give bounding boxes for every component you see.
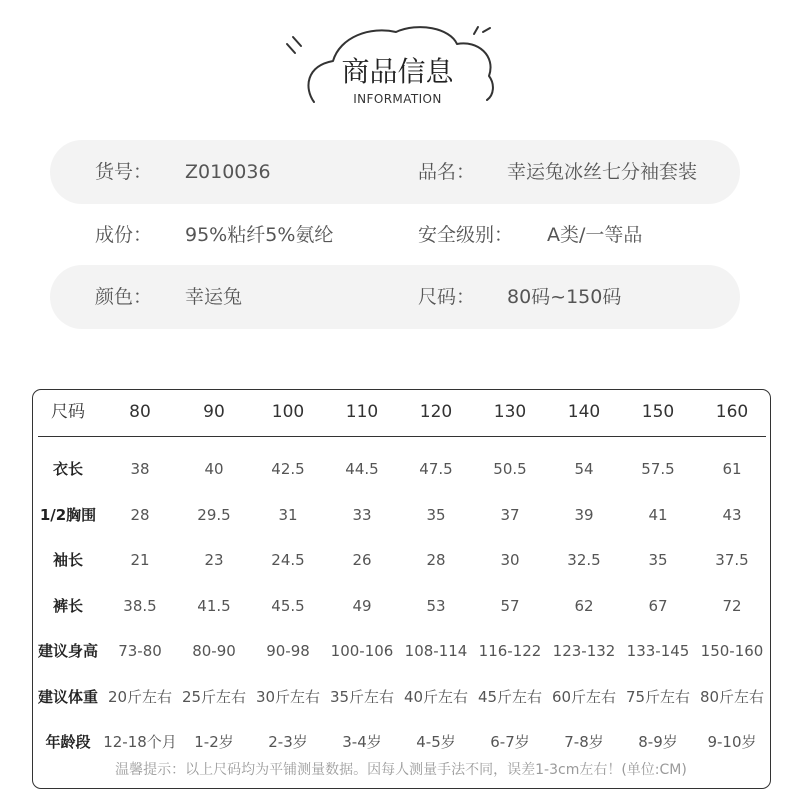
size-value-cell: 90-98 — [266, 642, 310, 660]
size-value-cell: 2-3岁 — [268, 733, 308, 751]
size-header-cell: 90 — [203, 402, 225, 422]
size-table-row — [33, 629, 769, 675]
size-value-cell: 38.5 — [123, 596, 157, 615]
size-header-label: 尺码 — [51, 402, 85, 422]
info-row — [50, 140, 740, 204]
size-table-row — [33, 675, 769, 721]
size-value-cell: 41 — [648, 505, 668, 524]
size-value-cell: 41.5 — [197, 596, 231, 615]
info-row — [50, 203, 740, 267]
info-row — [50, 265, 740, 329]
size-value-cell: 38 — [130, 460, 150, 478]
size-value-cell: 39 — [574, 505, 594, 524]
safety-level-value: A类/一等品 — [547, 224, 643, 246]
size-value-cell: 44.5 — [345, 460, 379, 478]
size-table-header — [33, 392, 769, 432]
size-value-cell: 6-7岁 — [490, 733, 530, 751]
safety-level-label: 安全级别： — [418, 224, 514, 246]
size-value-cell: 80-90 — [192, 642, 236, 660]
size-range-value: 80码~150码 — [507, 286, 622, 308]
size-row-label: 1/2胸围 — [39, 505, 97, 524]
size-value-cell: 116-122 — [478, 642, 542, 660]
size-table-body — [33, 447, 769, 766]
size-value-cell: 62 — [574, 596, 594, 615]
size-value-cell: 45斤左右 — [477, 687, 543, 706]
size-value-cell: 30斤左右 — [255, 687, 321, 706]
size-value-cell: 37 — [500, 505, 520, 524]
size-value-cell: 30 — [500, 551, 520, 569]
accent-line — [483, 28, 490, 32]
size-value-cell: 45.5 — [271, 596, 305, 615]
size-value-cell: 26 — [352, 551, 372, 569]
size-value-cell: 60斤左右 — [551, 687, 617, 706]
size-range-label: 尺码： — [418, 286, 476, 308]
size-value-cell: 47.5 — [419, 460, 453, 478]
size-value-cell: 40斤左右 — [403, 687, 469, 706]
size-value-cell: 57.5 — [641, 460, 675, 478]
size-value-cell: 100-106 — [330, 642, 394, 660]
size-value-cell: 35 — [648, 551, 668, 569]
size-value-cell: 108-114 — [404, 642, 468, 660]
color-value: 幸运兔 — [185, 286, 243, 308]
size-value-cell: 1-2岁 — [194, 733, 234, 751]
size-value-cell: 57 — [500, 596, 520, 615]
size-value-cell: 73-80 — [118, 642, 162, 660]
size-value-cell: 29.5 — [197, 505, 231, 524]
size-value-cell: 25斤左右 — [181, 687, 247, 706]
size-value-cell: 33 — [352, 505, 372, 524]
size-header-cell: 140 — [567, 402, 601, 422]
size-value-cell: 7-8岁 — [564, 733, 604, 751]
size-value-cell: 42.5 — [271, 460, 305, 478]
item-number-label: 货号： — [95, 161, 153, 183]
size-value-cell: 21 — [130, 551, 150, 569]
size-row-label: 袖长 — [52, 551, 83, 569]
size-value-cell: 28 — [426, 551, 446, 569]
size-table-row — [33, 584, 769, 630]
size-value-cell: 28 — [130, 505, 150, 524]
size-value-cell: 67 — [648, 596, 668, 615]
size-value-cell: 24.5 — [271, 551, 305, 569]
size-value-cell: 40 — [204, 460, 224, 478]
size-value-cell: 8-9岁 — [638, 733, 678, 751]
size-row-label: 年龄段 — [45, 733, 91, 751]
size-value-cell: 32.5 — [567, 551, 601, 569]
product-name-value: 幸运兔冰丝七分袖套装 — [507, 161, 698, 183]
size-value-cell: 61 — [722, 460, 742, 478]
size-value-cell: 23 — [204, 551, 224, 569]
size-table — [32, 389, 771, 789]
size-header-cell: 110 — [345, 402, 379, 422]
size-value-cell: 54 — [574, 460, 594, 478]
size-table-row — [33, 493, 769, 539]
size-value-cell: 123-132 — [552, 642, 616, 660]
size-header-cell: 160 — [715, 402, 749, 422]
accent-line — [474, 27, 478, 34]
size-value-cell: 72 — [722, 596, 742, 615]
size-value-cell: 133-145 — [626, 642, 690, 660]
size-value-cell: 20斤左右 — [107, 687, 173, 706]
size-header-cell: 130 — [493, 402, 527, 422]
item-number-value: Z010036 — [185, 161, 271, 183]
size-value-cell: 37.5 — [715, 551, 749, 569]
size-value-cell: 3-4岁 — [342, 733, 382, 751]
size-value-cell: 50.5 — [493, 460, 527, 478]
accent-line — [293, 37, 301, 46]
size-header-cell: 100 — [271, 402, 305, 422]
composition-label: 成份： — [95, 224, 153, 246]
size-value-cell: 35 — [426, 505, 446, 524]
size-value-cell: 9-10岁 — [707, 733, 757, 751]
color-label: 颜色： — [95, 286, 153, 308]
size-value-cell: 53 — [426, 596, 446, 615]
size-value-cell: 43 — [722, 505, 742, 524]
size-value-cell: 12-18个月 — [103, 733, 177, 751]
size-value-cell: 80斤左右 — [699, 687, 765, 706]
section-title: 商品信息 — [341, 55, 454, 88]
composition-value: 95%粘纤5%氨纶 — [185, 224, 334, 246]
section-subtitle: INFORMATION — [353, 92, 442, 106]
size-value-cell: 35斤左右 — [329, 687, 395, 706]
size-row-label: 裤长 — [52, 596, 83, 615]
size-note: 温馨提示：以上尺码均为平铺测量数据。因每人测量手法不同，误差1-3cm左右！(单位:CM) — [115, 762, 687, 778]
size-value-cell: 75斤左右 — [625, 687, 691, 706]
accent-line — [287, 44, 295, 53]
size-header-cell: 150 — [641, 402, 675, 422]
size-table-row — [33, 720, 769, 766]
size-table-row — [33, 538, 769, 584]
size-row-label: 衣长 — [52, 460, 83, 478]
size-value-cell: 31 — [278, 505, 298, 524]
size-row-label: 建议身高 — [37, 642, 98, 660]
size-header-cell: 80 — [129, 402, 151, 422]
size-row-label: 建议体重 — [37, 687, 98, 706]
size-table-row — [33, 447, 769, 493]
product-name-label: 品名： — [418, 161, 476, 183]
size-header-cell: 120 — [419, 402, 453, 422]
size-value-cell: 49 — [352, 596, 372, 615]
header-divider — [38, 436, 766, 437]
size-value-cell: 4-5岁 — [416, 733, 456, 751]
size-value-cell: 150-160 — [700, 642, 764, 660]
